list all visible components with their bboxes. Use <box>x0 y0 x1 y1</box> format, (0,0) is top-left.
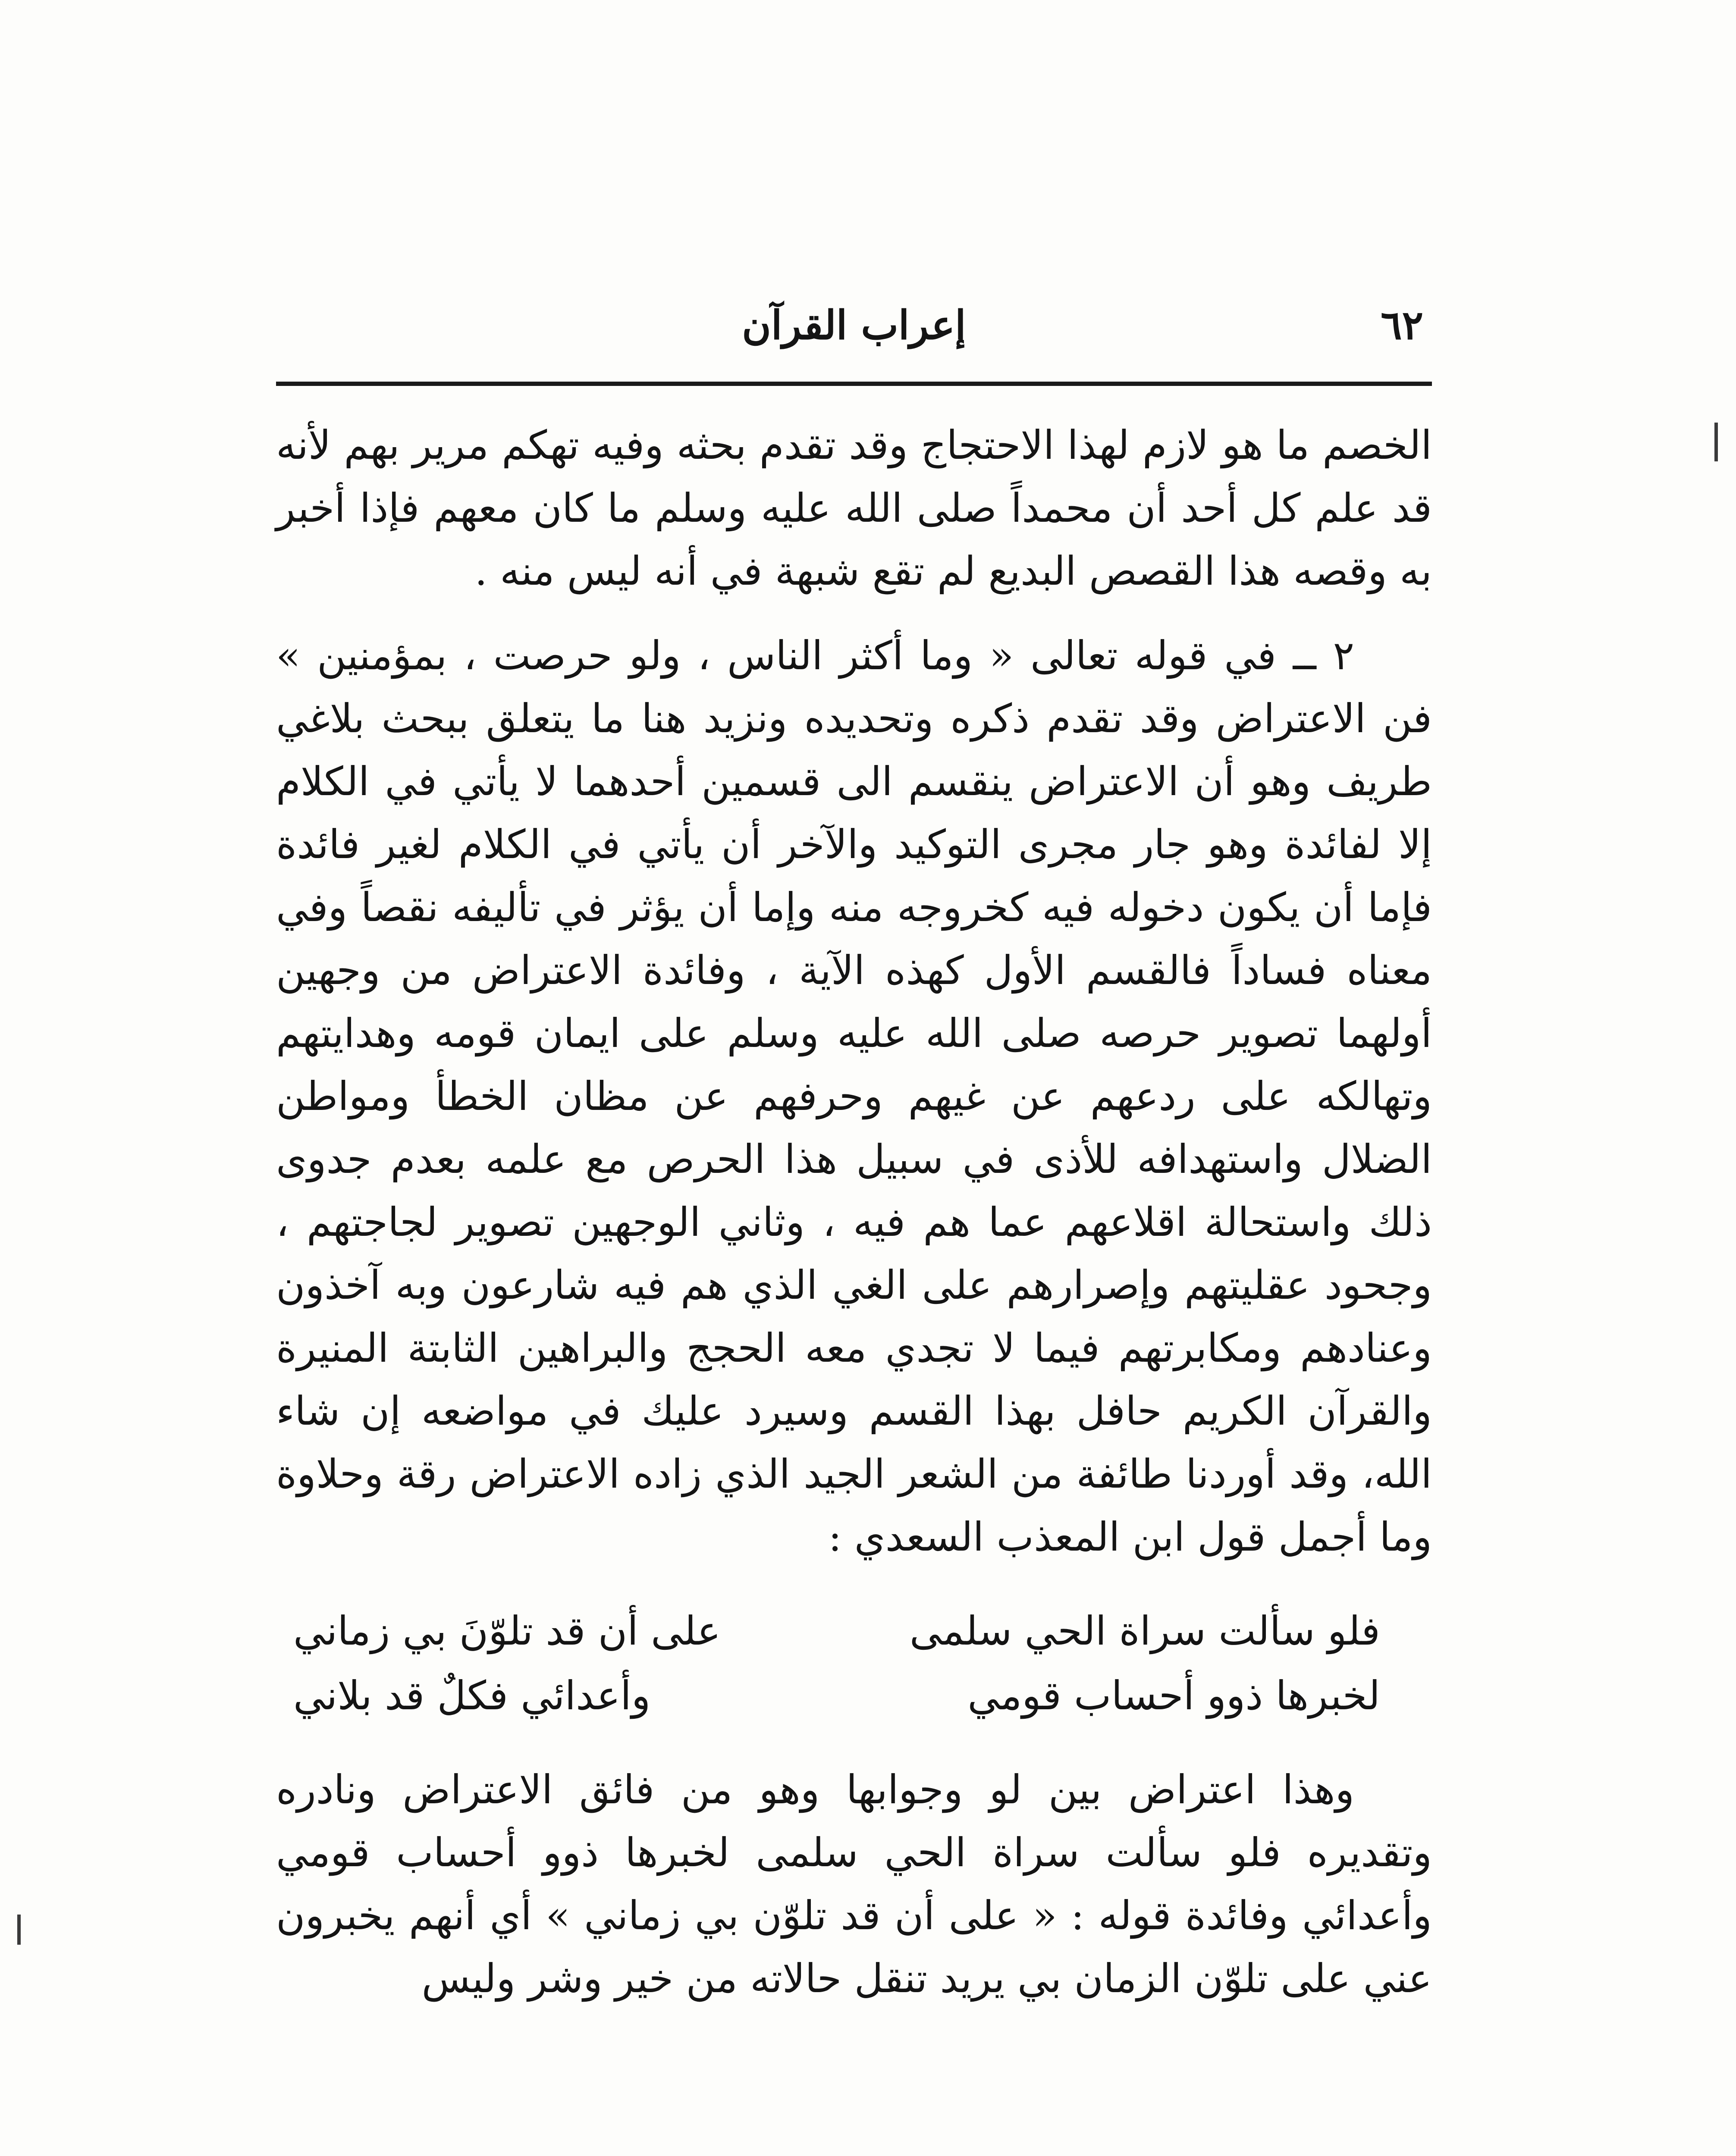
verse-first-hemistich: لخبرها ذوو أحساب قومي <box>967 1673 1380 1719</box>
verse-line <box>276 1664 1432 1728</box>
page-header <box>276 293 1432 379</box>
paragraph-section-2: ٢ ــ في قوله تعالى « وما أكثر الناس ، ولو حرصت ، بمؤمنين » فن الاعتراض وقد تقدم ذكره وتحديده ونزيد هنا ما يتعلق ببحث بلاغي طريف وهو أن الاعتراض ينقسم الى قسمين أحدهما لا يأتي في الكلام إلا لفائدة وهو جار مجرى التوكيد والآخر أن يأتي في الكلام لغير فائدة فإما أن يكون دخوله فيه كخروجه منه وإما أن يؤثر في تأليفه نقصاً وفي معناه فساداً فالقسم الأول كهذه الآية ، وفائدة الاعتراض من وجهين أولهما تصوير حرصه صلى الله عليه وسلم على ايمان قومه وهدايتهم وتهالكه على ردعهم عن غيهم وحرفهم عن مظان الخطأ ومواطن الضلال واستهدافه للأذى في سبيل هذا الحرص مع علمه بعدم جدوى ذلك واستحالة اقلاعهم عما هم فيه ، وثاني الوجهين تصوير لجاجتهم ، وجحود عقليتهم وإصرارهم على الغي الذي هم فيه شارعون وبه آخذون وعنادهم ومكابرتهم فيما لا تجدي معه الحجج والبراهين الثابتة المنيرة والقرآن الكريم حافل بهذا القسم وسيرد عليك في مواضعه إن شاء الله، وقد أوردنا طائفة من الشعر الجيد الذي زاده الاعتراض رقة وحلاوة وما أجمل قول ابن المعذب السعدي : <box>276 633 1432 1560</box>
body-text <box>276 414 1432 2010</box>
scan-speck <box>1714 423 1718 461</box>
verse-line <box>276 1599 1432 1664</box>
poetry-verses <box>276 1599 1432 1728</box>
paragraph-closing: وهذا اعتراض بين لو وجوابها وهو من فائق الاعتراض ونادره وتقديره فلو سألت سراة الحي سلمى لخبرها ذوو أحساب قومي وأعدائي وفائدة قوله : « على أن قد تلوّن بي زماني » أي أنهم يخبرون عني على تلوّن الزمان بي يريد تنقل حالاته من خير وشر وليس <box>276 1767 1432 2002</box>
page-number: ٦٢ <box>1381 302 1423 348</box>
running-title: إعراب القرآن <box>742 302 966 348</box>
verse-second-hemistich: على أن قد تلوّنَ بي زماني <box>293 1608 721 1654</box>
verse-second-hemistich: وأعدائي فكلٌ قد بلاني <box>293 1673 651 1719</box>
scan-speck <box>17 1915 21 1945</box>
header-rule <box>276 382 1432 386</box>
verse-first-hemistich: فلو سألت سراة الحي سلمى <box>909 1608 1380 1654</box>
paragraph-continuation: الخصم ما هو لازم لهذا الاحتجاج وقد تقدم بحثه وفيه تهكم مرير بهم لأنه قد علم كل أحد أن محمداً صلى الله عليه وسلم ما كان معهم فإذا أخبر به وقصه هذا القصص البديع لم تقع شبهة في أنه ليس منه . <box>276 422 1432 594</box>
